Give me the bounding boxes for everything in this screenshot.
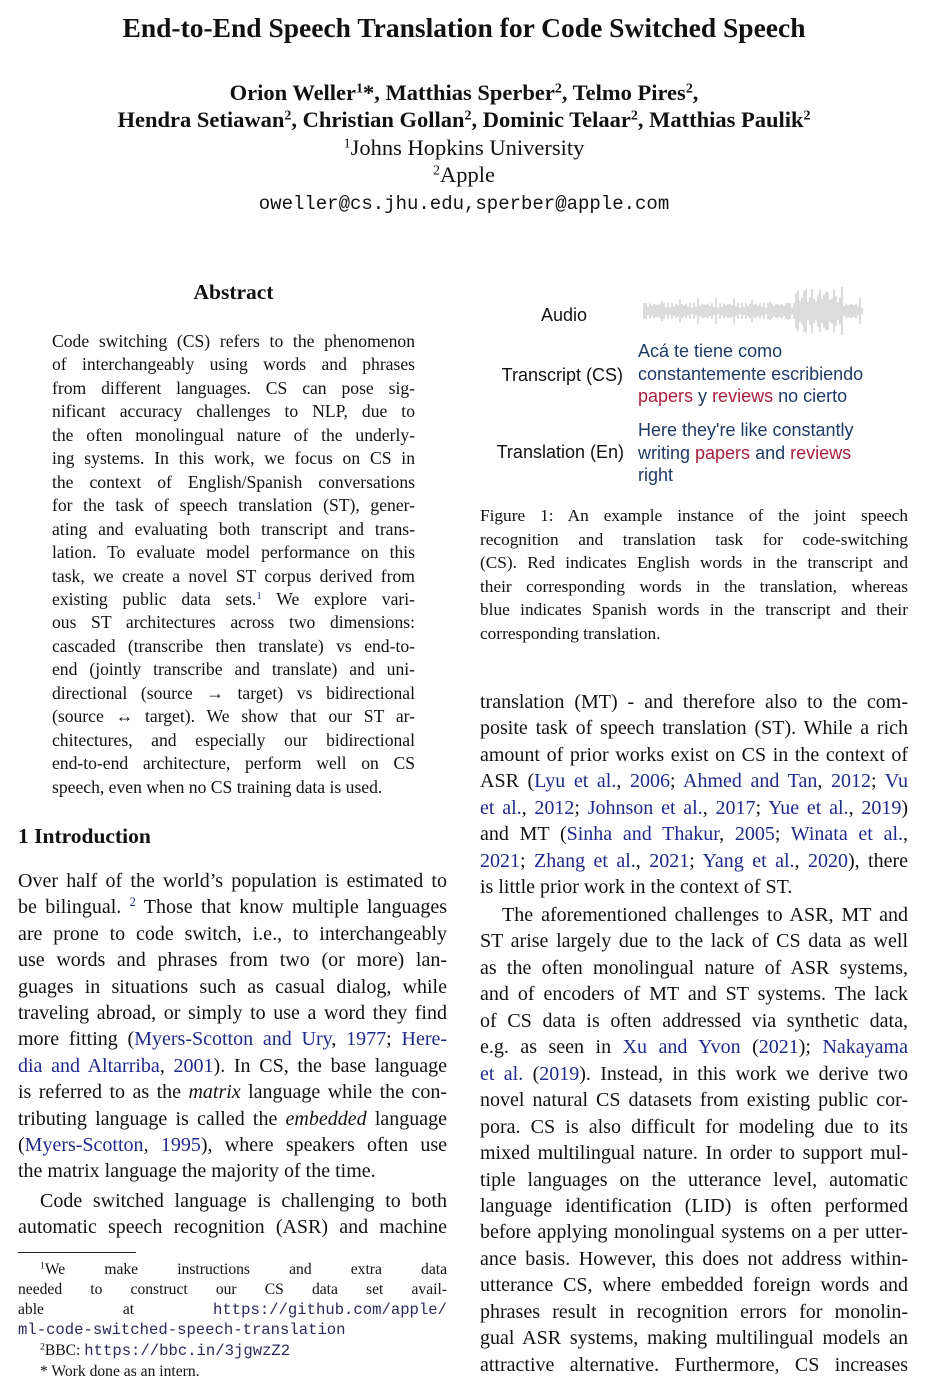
spanish-text: Acá te tiene como [638, 341, 783, 361]
transcript-label: Transcript (CS) [501, 365, 623, 385]
text-line [480, 575, 908, 599]
introduction-heading: 1 Introduction [18, 824, 151, 848]
citation-link[interactable]: Myers-Scotton and Ury [134, 1028, 332, 1051]
url-link[interactable]: ml-code-switched-speech-translation [18, 1321, 346, 1340]
text-run: (source ↔ target). We show that our ST ar- [52, 706, 415, 727]
text-line [480, 622, 908, 646]
text-run: ous ST architectures across two dimensions: [52, 612, 415, 633]
text-run: Orion Weller [229, 80, 357, 105]
text-line [480, 1246, 908, 1272]
text-run: traveling abroad, or simply to use a word they find [18, 1002, 447, 1025]
text-line [52, 658, 415, 681]
citation-link[interactable]: Lyu et al. [534, 770, 617, 793]
text-run: use words and phrases from two (or more) lan- [18, 949, 447, 972]
text-run: directional (source → target) vs bidirectional [52, 682, 415, 703]
text-run: ST arise largely due to the lack of CS data as well [480, 930, 908, 953]
url-link[interactable]: https://bbc.in/3jgwzZ2 [84, 1342, 291, 1361]
text-line [480, 1034, 908, 1060]
text-run: ); [798, 1036, 823, 1059]
text-line [480, 742, 908, 768]
text-run: ; [386, 1028, 402, 1051]
text-run: , [692, 80, 699, 105]
text-line [18, 894, 447, 920]
text-line [18, 1000, 447, 1026]
text-run: automatic speech recognition (ASR) and machine [18, 1216, 447, 1239]
text-run: 1 [40, 1260, 45, 1272]
text-run: before applying monolingual systems on a per utter- [480, 1221, 908, 1244]
text-line [18, 974, 447, 1000]
text-run: , Christian Gollan [291, 107, 465, 132]
text-run: and MT ( [480, 823, 567, 846]
text-line [480, 768, 908, 794]
citation-link[interactable]: Yang et al. [702, 849, 795, 872]
body-paragraph-2 [480, 902, 908, 1378]
spanish-text: Here they're like constantly [638, 420, 854, 440]
text-run: 2 [685, 81, 693, 97]
text-line [52, 705, 415, 728]
text-run: , [702, 796, 716, 819]
text-run: 2 [464, 108, 472, 124]
text-line [52, 611, 415, 634]
text-run: , [635, 849, 650, 872]
text-line [18, 1280, 447, 1300]
text-run: , [903, 823, 909, 846]
text-run: Over half of the world’s population is estimated to [18, 870, 447, 892]
footnote-ref-link[interactable]: 2 [129, 895, 136, 910]
footnotes [18, 1260, 447, 1382]
text-run: end (jointly transcribe and translate) and uni- [52, 659, 415, 680]
text-run: and of encoders of MT and ST systems. The lack [480, 983, 908, 1006]
text-line [52, 565, 415, 588]
text-run: , [331, 1028, 347, 1051]
text-line [480, 795, 908, 821]
text-run: ( [523, 1062, 540, 1085]
citation-link[interactable]: Winata et al. [790, 823, 904, 846]
text-run: 2 [284, 108, 292, 124]
text-line [480, 1352, 908, 1378]
citation-link[interactable]: Zhang et al. [533, 849, 636, 872]
text-run: is little prior work in the context of ST. [480, 876, 793, 899]
translation-label: Translation (En) [496, 442, 624, 462]
text-run: ; [774, 823, 791, 846]
text-run: amount of prior works exist on CS in the context of [480, 743, 908, 766]
text-line [18, 1214, 447, 1240]
text-run: be bilingual. [18, 896, 130, 919]
text-run: We explore vari- [261, 588, 415, 609]
text-line [52, 752, 415, 775]
citation-link[interactable]: 2021 [480, 849, 520, 872]
text-run: , [521, 796, 535, 819]
abstract-body [52, 330, 415, 799]
text-line [18, 1341, 447, 1362]
text-line [638, 340, 863, 363]
text-run: , Telmo Pires [561, 80, 686, 105]
text-run: posite task of speech translation (ST). While a rich [480, 717, 908, 740]
citation-link[interactable]: 2005 [734, 823, 775, 846]
text-run: Johns Hopkins University [350, 135, 585, 160]
text-run: Code switched language is challenging to both [40, 1190, 447, 1212]
english-word: papers [638, 386, 694, 406]
text-run: , [848, 796, 862, 819]
text-line [52, 377, 415, 400]
text-line [52, 447, 415, 470]
text-run: phrases result in recognition errors for monolin- [480, 1300, 908, 1323]
spanish-text: writing [638, 442, 696, 463]
spanish-text: and [750, 442, 791, 463]
text-run: lation. To evaluate model performance on this [52, 542, 415, 563]
text-line [18, 1260, 447, 1280]
text-line [480, 1193, 908, 1219]
text-line [18, 868, 447, 894]
text-run: 1 [356, 81, 364, 97]
text-run: , [143, 1134, 161, 1157]
english-word: papers [695, 442, 751, 463]
text-run: mixed multilingual nature. In order to support mul- [480, 1142, 908, 1165]
text-line [480, 821, 908, 847]
text-run: *, Matthias Sperber [363, 80, 555, 105]
text-line [480, 955, 908, 981]
text-run: ; [520, 849, 534, 872]
text-line [52, 729, 415, 752]
spanish-text: y [693, 386, 713, 406]
text-line [480, 1087, 908, 1113]
text-run: ; [870, 770, 885, 793]
text-line [638, 442, 854, 465]
citation-link[interactable]: 1995 [160, 1134, 201, 1157]
text-line [18, 1106, 447, 1132]
text-run: as the often monolingual nature of ASR systems, [480, 956, 908, 979]
footnote-rule [18, 1252, 136, 1253]
citation-link[interactable]: Here- [401, 1028, 448, 1051]
text-line [18, 1188, 447, 1214]
citation-link[interactable]: Nakayama [822, 1036, 908, 1059]
text-line [480, 528, 908, 552]
text-run: attractive alternative. Furthermore, CS increases [480, 1353, 908, 1376]
text-run: , Dominic Telaar [471, 107, 631, 132]
text-run: blue indicates Spanish words in the transcript and their [480, 600, 908, 620]
text-line [480, 1008, 908, 1034]
citation-link[interactable]: 2012 [534, 796, 575, 819]
text-line [480, 902, 908, 928]
text-run: 2 [803, 108, 811, 124]
text-run: ance basis. However, this does not address within- [480, 1247, 908, 1270]
text-line [18, 1026, 447, 1052]
text-line [480, 874, 908, 900]
text-run: speech, even when no CS training data is used. [52, 776, 383, 797]
citation-link[interactable]: et al. [480, 1062, 524, 1085]
spanish-text: constantemente escribiendo [638, 363, 864, 384]
text-run: utterance CS, where embedded foreign words and [480, 1274, 908, 1297]
text-line [480, 1167, 908, 1193]
introduction-paragraph-2 [18, 1188, 447, 1241]
text-line [18, 1158, 447, 1184]
text-line [52, 400, 415, 423]
text-run: tiple languages on the utterance level, automatic [480, 1168, 908, 1191]
text-run: language identification (LID) is often performed [480, 1194, 908, 1217]
text-run: existing public data sets. [52, 588, 257, 609]
text-line [480, 928, 908, 954]
text-run: cascaded (transcribe then translate) vs end-to- [52, 635, 415, 656]
text-line [52, 424, 415, 447]
text-run: the often monolingual nature of the underly- [52, 424, 415, 445]
text-line [52, 471, 415, 494]
text-line [480, 551, 908, 575]
text-run: Hendra Setiawan [117, 107, 285, 132]
citation-link[interactable]: 2006 [629, 770, 670, 793]
text-line [18, 1320, 447, 1341]
text-line [480, 504, 908, 528]
abstract-heading: Abstract [193, 280, 274, 304]
text-line [480, 1219, 908, 1245]
audio-waveform-icon [642, 287, 867, 335]
text-run: embedded [285, 1107, 367, 1130]
text-run: recognition and translation task for code-switching [480, 529, 908, 549]
citation-link[interactable]: 2021 [649, 849, 690, 872]
transcript-text [638, 340, 863, 408]
text-run: 2 [433, 163, 440, 179]
text-line [52, 635, 415, 658]
citation-link[interactable]: 2021 [758, 1036, 799, 1059]
spanish-text: no cierto [773, 386, 848, 406]
text-run: ating and evaluating both transcript and trans- [52, 518, 415, 539]
text-run: guages in situations such as casual dialog, while [18, 975, 447, 998]
text-run: 2 [40, 1341, 45, 1353]
body-paragraph-1 [480, 689, 908, 901]
text-line [18, 1079, 447, 1105]
citation-link[interactable]: Yue et al. [768, 796, 849, 819]
text-run: , Matthias Paulik [637, 107, 804, 132]
text-run: language while the con- [240, 1081, 448, 1104]
text-run: of CS data is often addressed via synthetic data, [480, 1009, 908, 1032]
authors-line-1 [0, 80, 928, 106]
text-run: are prone to code switch, i.e., to interchangeably [18, 922, 447, 945]
citation-link[interactable]: 2001 [173, 1054, 214, 1077]
text-line [18, 1053, 447, 1079]
text-run: e.g. as seen in [480, 1036, 623, 1059]
text-line [480, 715, 908, 741]
text-line [480, 848, 908, 874]
text-run: for the task of speech translation (ST), gener- [52, 495, 415, 516]
text-run: We make instructions and extra data [44, 1261, 447, 1278]
citation-link[interactable]: Sinha and Thakur [566, 823, 720, 846]
citation-link[interactable]: Myers-Scotton [24, 1134, 144, 1157]
spanish-text: right [638, 465, 674, 485]
text-run: the matrix language the majority of the time. [18, 1160, 376, 1183]
text-run: chitectures, and especially our bidirectional [52, 729, 415, 750]
citation-link[interactable]: Ahmed and Tan [683, 770, 818, 793]
text-run: ). Instead, in this work we derive two [579, 1062, 908, 1085]
text-run: of interchangeably using words and phrases [52, 354, 415, 375]
text-run: ) [901, 796, 908, 819]
text-run: ( [18, 1134, 25, 1157]
text-run: Code switching (CS) refers to the phenomenon [52, 331, 415, 351]
citation-link[interactable]: Vu [884, 770, 909, 793]
text-run: gual ASR systems, making multilingual models an [480, 1327, 908, 1350]
text-run: , [794, 849, 808, 872]
text-line [52, 776, 415, 799]
text-run: 1 [343, 136, 351, 152]
text-run: Figure 1: An example instance of the joint speech [480, 506, 908, 525]
text-run: , [817, 770, 831, 793]
figure-caption [480, 504, 908, 646]
text-run: Apple [439, 162, 495, 187]
text-run: task, we create a novel ST corpus derived from [52, 565, 415, 586]
authors-line-2 [0, 107, 928, 133]
text-line [480, 1114, 908, 1140]
affiliation-2 [0, 162, 928, 188]
text-line [638, 385, 863, 408]
text-line [52, 541, 415, 564]
text-run: tributing language is called the [18, 1107, 286, 1130]
text-run: the context of English/Spanish conversations [52, 471, 415, 492]
text-run: needed to construct our CS data set avail- [18, 1280, 447, 1298]
text-run: , [719, 823, 735, 846]
citation-link[interactable]: 1977 [346, 1028, 387, 1051]
text-run: 2 [554, 81, 562, 97]
text-line [480, 1299, 908, 1325]
text-line [638, 363, 863, 386]
citation-link[interactable]: 2019 [539, 1062, 580, 1085]
text-run: language [366, 1107, 448, 1130]
text-run: ; [689, 849, 703, 872]
text-line [52, 518, 415, 541]
text-run: more fitting ( [18, 1028, 135, 1051]
text-run: their corresponding words in the translation, whereas [480, 576, 908, 596]
text-line [18, 1300, 447, 1321]
text-run: able at [18, 1300, 214, 1318]
text-run: ; [574, 796, 588, 819]
citation-link[interactable]: Xu and Yvon [622, 1036, 741, 1059]
url-link[interactable]: https://github.com/apple/ [213, 1300, 447, 1319]
text-run: ; [669, 770, 684, 793]
text-line [18, 921, 447, 947]
text-line [18, 1362, 447, 1382]
text-run: is referred to as the [18, 1081, 189, 1104]
citation-link[interactable]: 2017 [715, 796, 756, 819]
text-run: ; [755, 796, 769, 819]
text-line [18, 1132, 447, 1158]
paper-title: End-to-End Speech Translation for Code Switched Speech [122, 12, 806, 43]
text-line [480, 1272, 908, 1298]
text-run: ), there [847, 849, 909, 872]
text-line [638, 464, 854, 487]
text-line [480, 1061, 908, 1087]
text-run: (CS). Red indicates English words in the transcript and [480, 553, 908, 573]
citation-link[interactable]: et al. [480, 796, 522, 819]
text-run: ASR ( [480, 770, 535, 793]
text-run: * Work done as an intern. [40, 1362, 200, 1380]
audio-label: Audio [541, 305, 588, 325]
author-emails: oweller@cs.jhu.edu,sperber@apple.com [258, 193, 670, 215]
text-run: The aforementioned challenges to ASR, MT and [502, 904, 908, 926]
text-line [52, 353, 415, 376]
text-run: ( [740, 1036, 759, 1059]
text-run: novel natural CS datasets from existing public cor- [480, 1089, 908, 1112]
text-line [18, 947, 447, 973]
text-run: ). In CS, the base language [213, 1054, 447, 1077]
text-run: , [616, 770, 630, 793]
citation-link[interactable]: 2019 [861, 796, 902, 819]
text-run: ing systems. In this work, we focus on CS in [52, 448, 415, 469]
english-word: reviews [712, 386, 774, 406]
text-run: BBC: [44, 1342, 85, 1360]
citation-link[interactable]: 2012 [830, 770, 871, 793]
text-line [52, 588, 415, 611]
text-line [638, 419, 854, 442]
affiliation-1 [0, 135, 928, 161]
text-line [480, 981, 908, 1007]
text-run: from different languages. CS can pose sig- [52, 377, 415, 398]
text-run: nificant accuracy challenges to NLP, due to [52, 401, 415, 422]
figure-1 [480, 285, 920, 495]
text-line [52, 682, 415, 705]
translation-text [638, 419, 854, 487]
text-line [480, 598, 908, 622]
citation-link[interactable]: dia and Altarriba [18, 1054, 160, 1077]
text-run: corresponding translation. [480, 623, 661, 643]
text-run: pora. CS is also difficult for modeling due to its [480, 1115, 908, 1138]
text-run: ), where speakers often use [200, 1134, 447, 1157]
introduction-paragraph-1 [18, 868, 447, 1185]
text-run: , [159, 1054, 174, 1077]
text-line [480, 689, 908, 715]
text-run: 2 [630, 108, 638, 124]
text-line [480, 1140, 908, 1166]
text-line [52, 494, 415, 517]
text-run: translation (MT) - and therefore also to the com- [480, 691, 908, 713]
text-run: end-to-end architecture, perform well on CS [52, 753, 415, 774]
text-run: matrix [188, 1081, 241, 1104]
text-run: Those that know multiple languages [135, 896, 447, 919]
footnote-ref-link[interactable]: 1 [256, 589, 262, 602]
text-line [480, 1325, 908, 1351]
english-word: reviews [790, 442, 852, 463]
citation-link[interactable]: Johnson et al. [587, 796, 703, 819]
text-line [52, 330, 415, 353]
citation-link[interactable]: 2020 [807, 849, 848, 872]
